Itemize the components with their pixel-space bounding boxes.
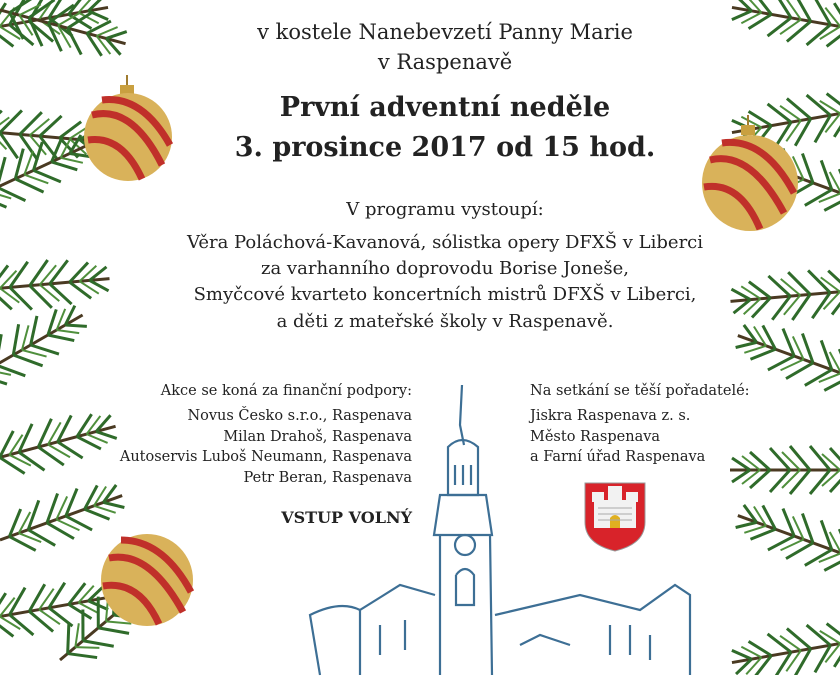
ornament-icon: [95, 530, 205, 640]
venue-line-2: v Raspenavě: [377, 50, 513, 74]
sponsor-item: Autoservis Luboš Neumann, Raspenava: [119, 449, 412, 465]
sponsor-item: Milan Drahoš, Raspenava: [223, 428, 412, 445]
organizer-item: Město Raspenava: [530, 428, 661, 445]
venue-line-1: v kostele Nanebevzetí Panny Marie: [257, 20, 633, 44]
free-entry: VSTUP VOLNÝ: [281, 508, 412, 527]
organizer-item: Jiskra Raspenava z. s.: [530, 408, 691, 424]
program-line: a děti z mateřské školy v Raspenavě.: [276, 311, 614, 332]
event-title: První adventní neděle: [279, 92, 611, 123]
organizers-heading: Na setkání se těší pořadatelé:: [530, 383, 750, 399]
sponsors-list: [120, 406, 412, 488]
sponsor-item: Petr Beran, Raspenava: [243, 469, 412, 486]
program-line: za varhanního doprovodu Borise Joneše,: [261, 258, 629, 279]
raspenava-coat-of-arms: [584, 482, 646, 552]
organizer-item: a Farní úřad Raspenava: [530, 449, 706, 465]
sponsor-item: Novus Česko s.r.o., Raspenava: [187, 408, 412, 424]
program-heading: V programu vystoupí:: [346, 199, 544, 220]
sponsors-heading: Akce se koná za finanční podpory:: [160, 383, 412, 399]
organizers-list: [530, 406, 705, 468]
program-line: Smyčcové kvarteto koncertních mistrů DFXŠ v Liberci,: [193, 284, 697, 305]
program-line: Věra Poláchová-Kavanová, sólistka opery DFXŠ v Liberci: [186, 232, 704, 253]
event-date: 3. prosince 2017 od 15 hod.: [234, 132, 656, 163]
